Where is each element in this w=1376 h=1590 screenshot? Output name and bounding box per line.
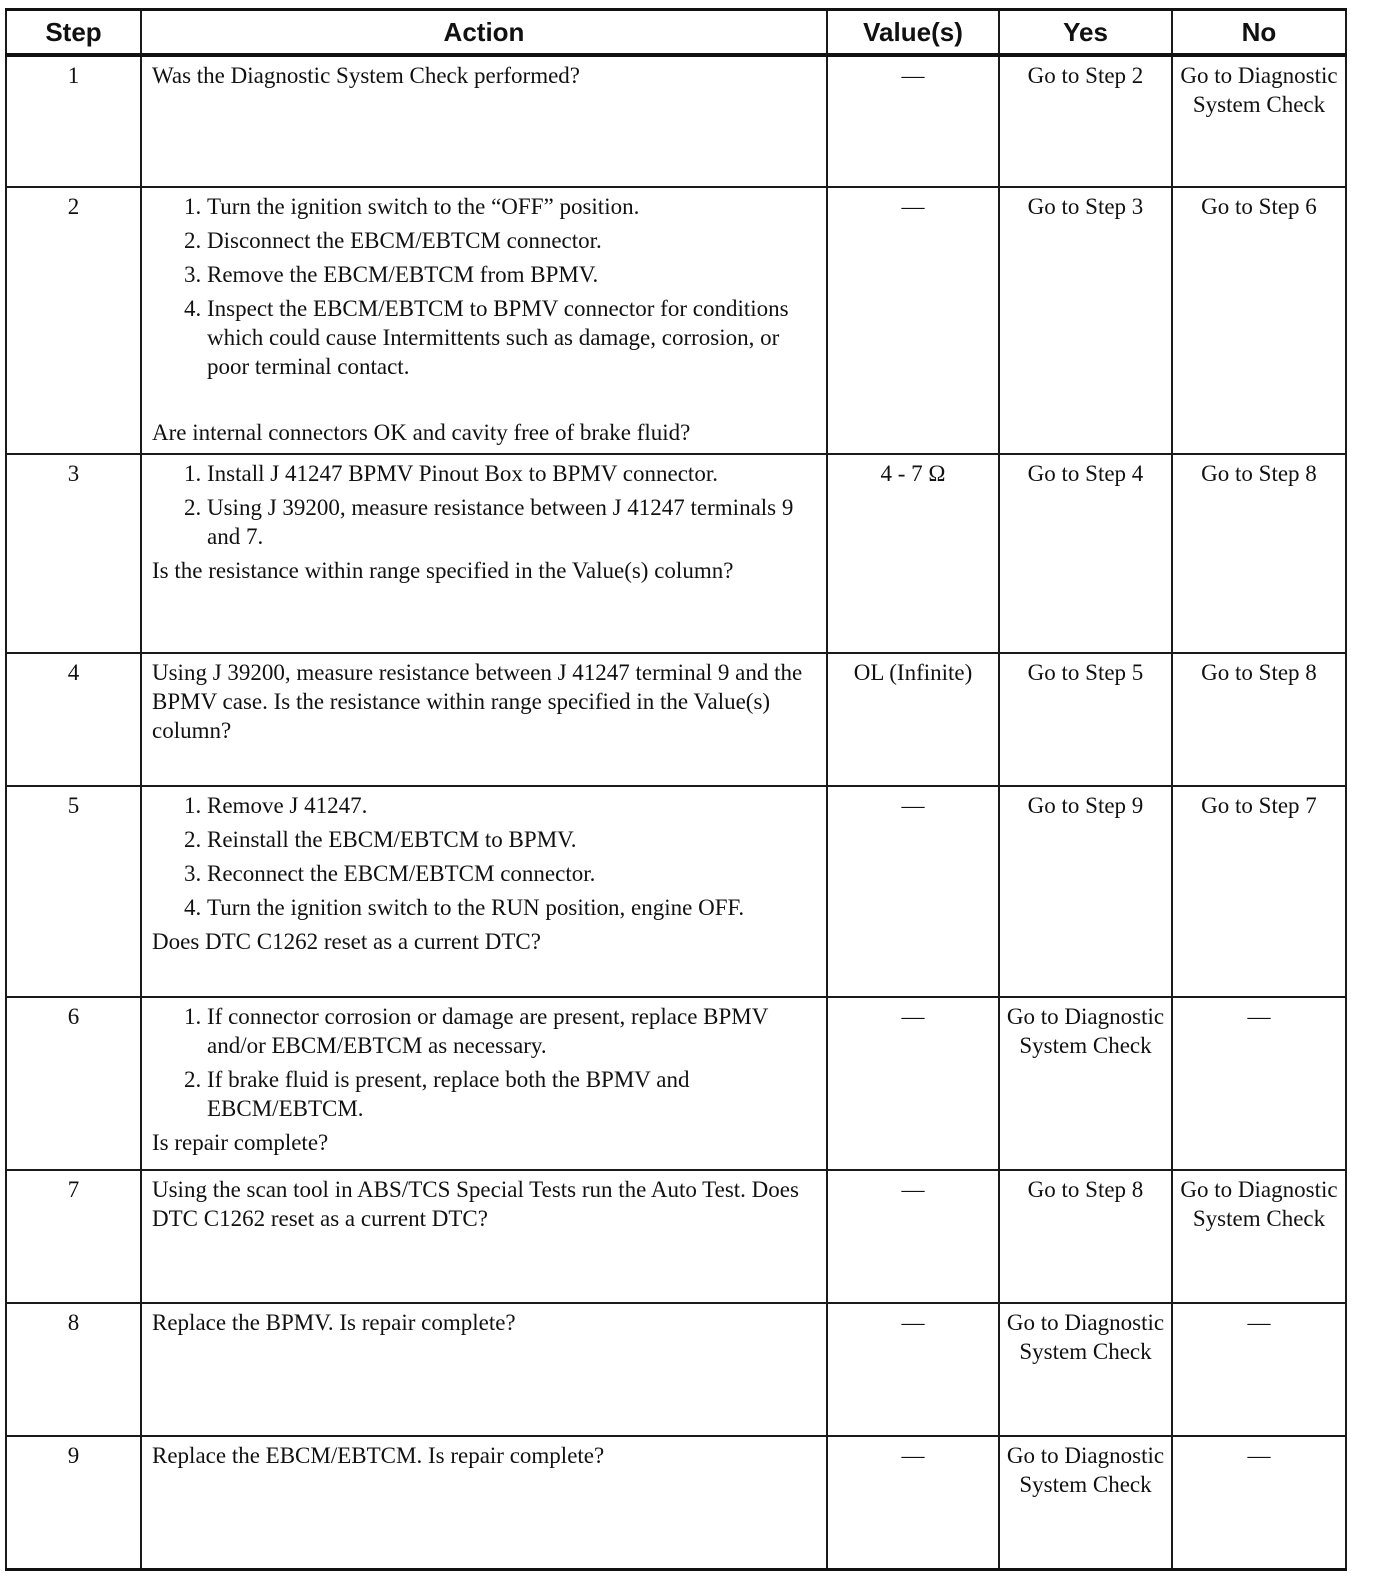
action-question: Using J 39200, measure resistance between J 41247 terminal 9 and the BPMV case. Is the resistance within range specified in the Value(s) column? — [152, 660, 803, 743]
no-cell: Go to Diagnostic System Check — [1172, 1170, 1346, 1303]
action-step-item: 3. Reconnect the EBCM/EBTCM connector. — [207, 859, 818, 888]
yes-cell: Go to Diagnostic System Check — [999, 1303, 1172, 1436]
yes-cell: Go to Diagnostic System Check — [999, 997, 1172, 1170]
action-question: Is the resistance within range specified in the Value(s) column? — [152, 558, 734, 583]
yes-cell: Go to Step 9 — [999, 786, 1172, 997]
action-cell — [141, 1436, 827, 1570]
action-step-item: 2. Disconnect the EBCM/EBTCM connector. — [207, 226, 818, 255]
action-step-item: 1. Remove J 41247. — [207, 791, 818, 820]
header-row — [6, 10, 1346, 56]
table-row — [6, 1303, 1346, 1436]
action-step-item: 2. Using J 39200, measure resistance between J 41247 terminals 9 and 7. — [207, 493, 818, 551]
table-row — [6, 653, 1346, 786]
step-number: 2 — [6, 187, 141, 454]
no-cell: Go to Diagnostic System Check — [1172, 55, 1346, 187]
value-cell: — — [827, 786, 999, 997]
yes-cell: Go to Step 3 — [999, 187, 1172, 454]
yes-cell: Go to Step 2 — [999, 55, 1172, 187]
table-row — [6, 1436, 1346, 1570]
action-step-item: 3. Remove the EBCM/EBTCM from BPMV. — [207, 260, 818, 289]
action-steps — [152, 1002, 818, 1123]
value-cell: — — [827, 1170, 999, 1303]
table-row — [6, 55, 1346, 187]
value-cell: OL (Infinite) — [827, 653, 999, 786]
action-steps — [152, 459, 818, 551]
value-cell: — — [827, 187, 999, 454]
action-steps — [152, 791, 818, 922]
action-question: Was the Diagnostic System Check performed? — [152, 63, 581, 88]
action-question: Using the scan tool in ABS/TCS Special Tests run the Auto Test. Does DTC C1262 reset as a current DTC? — [152, 1177, 799, 1231]
no-cell: Go to Step 8 — [1172, 454, 1346, 653]
no-cell: — — [1172, 1436, 1346, 1570]
action-cell — [141, 1170, 827, 1303]
action-cell — [141, 1303, 827, 1436]
table-row — [6, 187, 1346, 454]
value-cell: — — [827, 1303, 999, 1436]
header-yes: Yes — [999, 10, 1172, 56]
step-number: 7 — [6, 1170, 141, 1303]
action-steps — [152, 192, 818, 381]
action-question: Does DTC C1262 reset as a current DTC? — [152, 929, 541, 954]
table-row — [6, 454, 1346, 653]
no-cell: Go to Step 8 — [1172, 653, 1346, 786]
value-cell: — — [827, 1436, 999, 1570]
action-question: Replace the BPMV. Is repair complete? — [152, 1310, 516, 1335]
action-cell — [141, 653, 827, 786]
action-step-item: 4. Turn the ignition switch to the RUN position, engine OFF. — [207, 893, 818, 922]
value-cell: — — [827, 55, 999, 187]
yes-cell: Go to Diagnostic System Check — [999, 1436, 1172, 1570]
no-cell: Go to Step 6 — [1172, 187, 1346, 454]
table-row — [6, 1170, 1346, 1303]
action-step-item: 1. Turn the ignition switch to the “OFF” position. — [207, 192, 818, 221]
table-header — [6, 10, 1346, 56]
step-number: 1 — [6, 55, 141, 187]
action-cell — [141, 55, 827, 187]
step-number: 6 — [6, 997, 141, 1170]
action-question: Are internal connectors OK and cavity free of brake fluid? — [152, 420, 691, 445]
step-number: 9 — [6, 1436, 141, 1570]
diagnostic-table — [5, 8, 1347, 1571]
value-cell: 4 - 7 Ω — [827, 454, 999, 653]
table-row — [6, 997, 1346, 1170]
action-step-item: 4. Inspect the EBCM/EBTCM to BPMV connector for conditions which could cause Intermittents such as damage, corrosion, or poor terminal contact. — [207, 294, 818, 381]
step-number: 4 — [6, 653, 141, 786]
step-number: 5 — [6, 786, 141, 997]
no-cell: Go to Step 7 — [1172, 786, 1346, 997]
header-step: Step — [6, 10, 141, 56]
action-cell — [141, 187, 827, 454]
action-step-item: 2. Reinstall the EBCM/EBTCM to BPMV. — [207, 825, 818, 854]
table-body — [6, 55, 1346, 1570]
table-row — [6, 786, 1346, 997]
action-step-item: 2. If brake fluid is present, replace both the BPMV and EBCM/EBTCM. — [207, 1065, 818, 1123]
action-cell — [141, 997, 827, 1170]
no-cell: — — [1172, 997, 1346, 1170]
no-cell: — — [1172, 1303, 1346, 1436]
action-step-item: 1. Install J 41247 BPMV Pinout Box to BPMV connector. — [207, 459, 818, 488]
header-values: Value(s) — [827, 10, 999, 56]
action-question: Is repair complete? — [152, 1130, 329, 1155]
step-number: 3 — [6, 454, 141, 653]
header-no: No — [1172, 10, 1346, 56]
yes-cell: Go to Step 5 — [999, 653, 1172, 786]
header-action: Action — [141, 10, 827, 56]
yes-cell: Go to Step 4 — [999, 454, 1172, 653]
action-cell — [141, 786, 827, 997]
step-number: 8 — [6, 1303, 141, 1436]
value-cell: — — [827, 997, 999, 1170]
action-cell — [141, 454, 827, 653]
action-question: Replace the EBCM/EBTCM. Is repair complete? — [152, 1443, 605, 1468]
action-step-item: 1. If connector corrosion or damage are present, replace BPMV and/or EBCM/EBTCM as necessary. — [207, 1002, 818, 1060]
yes-cell: Go to Step 8 — [999, 1170, 1172, 1303]
